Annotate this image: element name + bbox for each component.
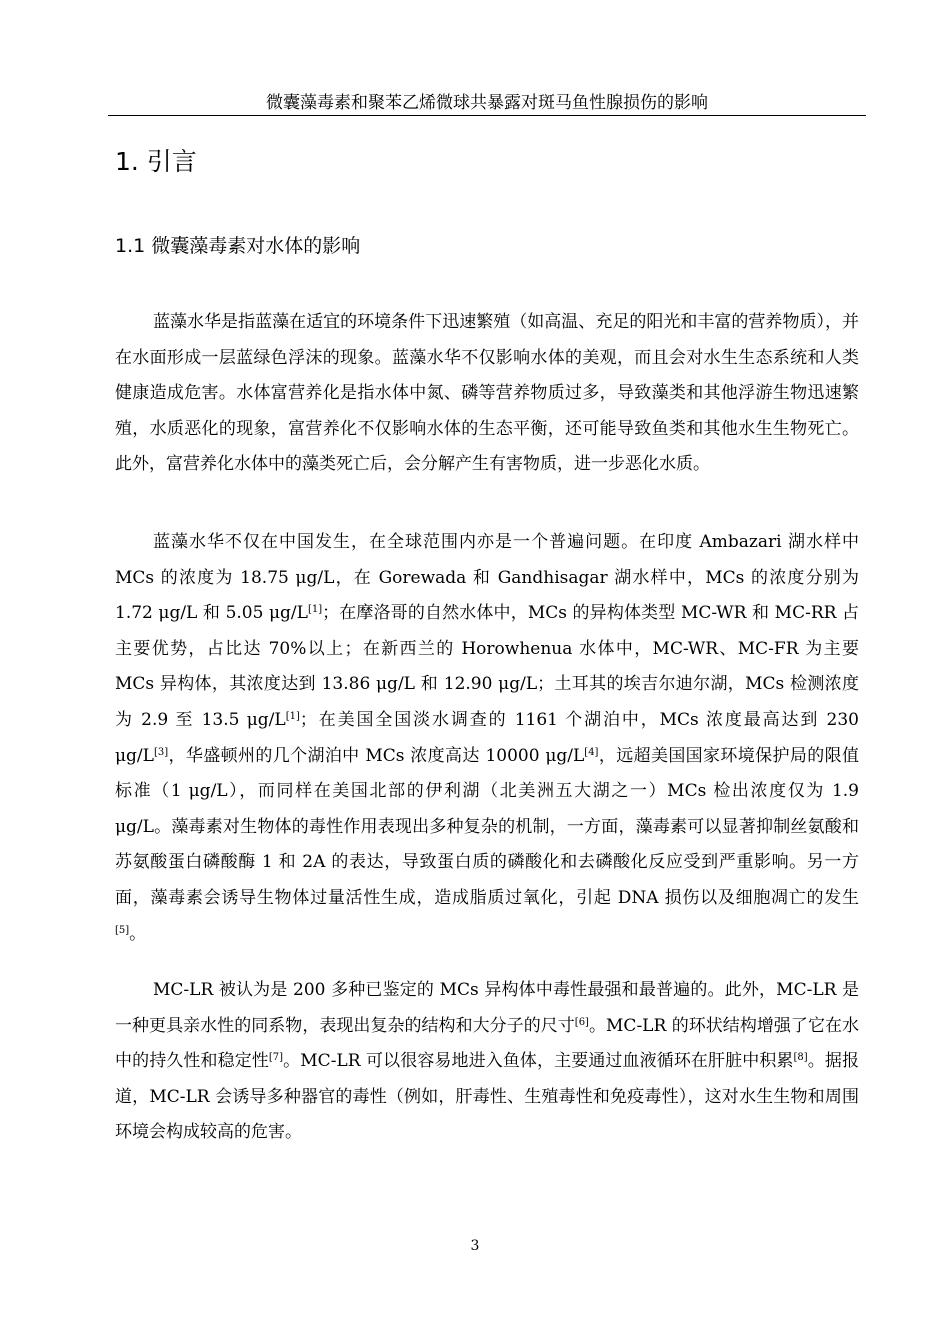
citation-ref: [8] bbox=[793, 1052, 808, 1064]
text-run: 。MC-LR 可以很容易地进入鱼体，主要通过血液循环在肝脏中积累 bbox=[283, 1051, 794, 1072]
paragraph-text bbox=[115, 973, 859, 1151]
text-run: 。据报道，MC-LR 会诱导多种器官的毒性（例如，肝毒性、生殖毒性和免疫毒性），这对水生生物和周围环境会构成较高的危害。 bbox=[115, 1051, 860, 1143]
subsection-heading: 1.1 微囊藻毒素对水体的影响 bbox=[115, 235, 361, 257]
text-run: 。MC-LR 的环状结构增强了它在水中的持久性和稳定性 bbox=[115, 1015, 859, 1072]
body-paragraph-1 bbox=[115, 305, 859, 483]
header-rule bbox=[108, 115, 866, 116]
text-run: 。 bbox=[129, 923, 147, 944]
body-paragraph-2 bbox=[115, 525, 859, 952]
citation-ref: [3] bbox=[153, 746, 169, 758]
text-run: MC-LR 被认为是 200 多种已鉴定的 MCs 异构体中毒性最强和最普遍的。此外，MC-LR 是一种更具亲水性的同系物，表现出复杂的结构和大分子的尺寸 bbox=[115, 980, 859, 1036]
citation-ref: [4] bbox=[584, 746, 599, 758]
citation-ref: [5] bbox=[115, 924, 130, 936]
page-number: 3 bbox=[470, 1238, 480, 1254]
text-run: ；在美国全国淡水调查的 1161 个湖泊中，MCs 浓度最高达到 230 μg/L bbox=[115, 709, 859, 766]
running-header: 微囊藻毒素和聚苯乙烯微球共暴露对斑马鱼性腺损伤的影响 bbox=[266, 93, 708, 113]
paragraph-text bbox=[115, 525, 859, 952]
paragraph-text: 蓝藻水华是指蓝藻在适宜的环境条件下迅速繁殖（如高温、充足的阳光和丰富的营养物质），并在水面形成一层蓝绿色浮沫的现象。蓝藻水华不仅影响水体的美观，而且会对水生生态系统和人类健康造成危害。水体富营养化是指水体中氮、磷等营养物质过多，导致藻类和其他浮游生物迅速繁殖，水质恶化的现象，富营养化不仅影响水体的生态平衡，还可能导致鱼类和其他水生生物死亡。此外，富营养化水体中的藻类死亡后，会分解产生有害物质，进一步恶化水质。 bbox=[115, 312, 859, 475]
citation-ref: [1] bbox=[307, 604, 323, 616]
text-run: ，华盛顿州的几个湖泊中 MCs 浓度高达 10000 μg/L bbox=[168, 745, 585, 766]
text-run: 蓝藻水华不仅在中国发生，在全球范围内亦是一个普遍问题。在印度 Ambazari 湖水样中 MCs 的浓度为 18.75 μg/L，在 Gorewada 和 Gandhisagar 湖水样中，MCs 的浓度分别为 1.72 μg/L 和 5.05 μg/L bbox=[115, 532, 859, 624]
text-run: ；在摩洛哥的自然水体中，MCs 的异构体类型 MC-WR 和 MC-RR 占主要优势，占比达 70%以上；在新西兰的 Horowhenua 水体中，MC-WR、MC-FR 为主要 MCs 异构体，其浓度达到 13.86 μg/L 和 12.90 μg/L；土耳其的埃吉尔迪尔湖，MCs 检测浓度为 2.9 至 13.5 μg/L bbox=[115, 603, 859, 730]
citation-ref: [1] bbox=[285, 710, 300, 722]
citation-ref: [7] bbox=[268, 1052, 284, 1064]
text-run: ，远超美国国家环境保护局的限值标准（1 μg/L），而同样在美国北部的伊利湖（北美洲五大湖之一）MCs 检出浓度仅为 1.9 μg/L。藻毒素对生物体的毒性作用表现出多种复杂的机制，一方面，藻毒素可以显著抑制丝氨酸和苏氨酸蛋白磷酸酶 1 和 2A 的表达，导致蛋白质的磷酸化和去磷酸化反应受到严重影响。另一方面，藻毒素会诱导生物体过量活性生成，造成脂质过氧化，引起 DNA 损伤以及细胞凋亡的发生 bbox=[115, 745, 860, 908]
citation-ref: [6] bbox=[574, 1016, 589, 1028]
section-heading: 1. 引言 bbox=[115, 147, 197, 176]
body-paragraph-3 bbox=[115, 973, 859, 1151]
